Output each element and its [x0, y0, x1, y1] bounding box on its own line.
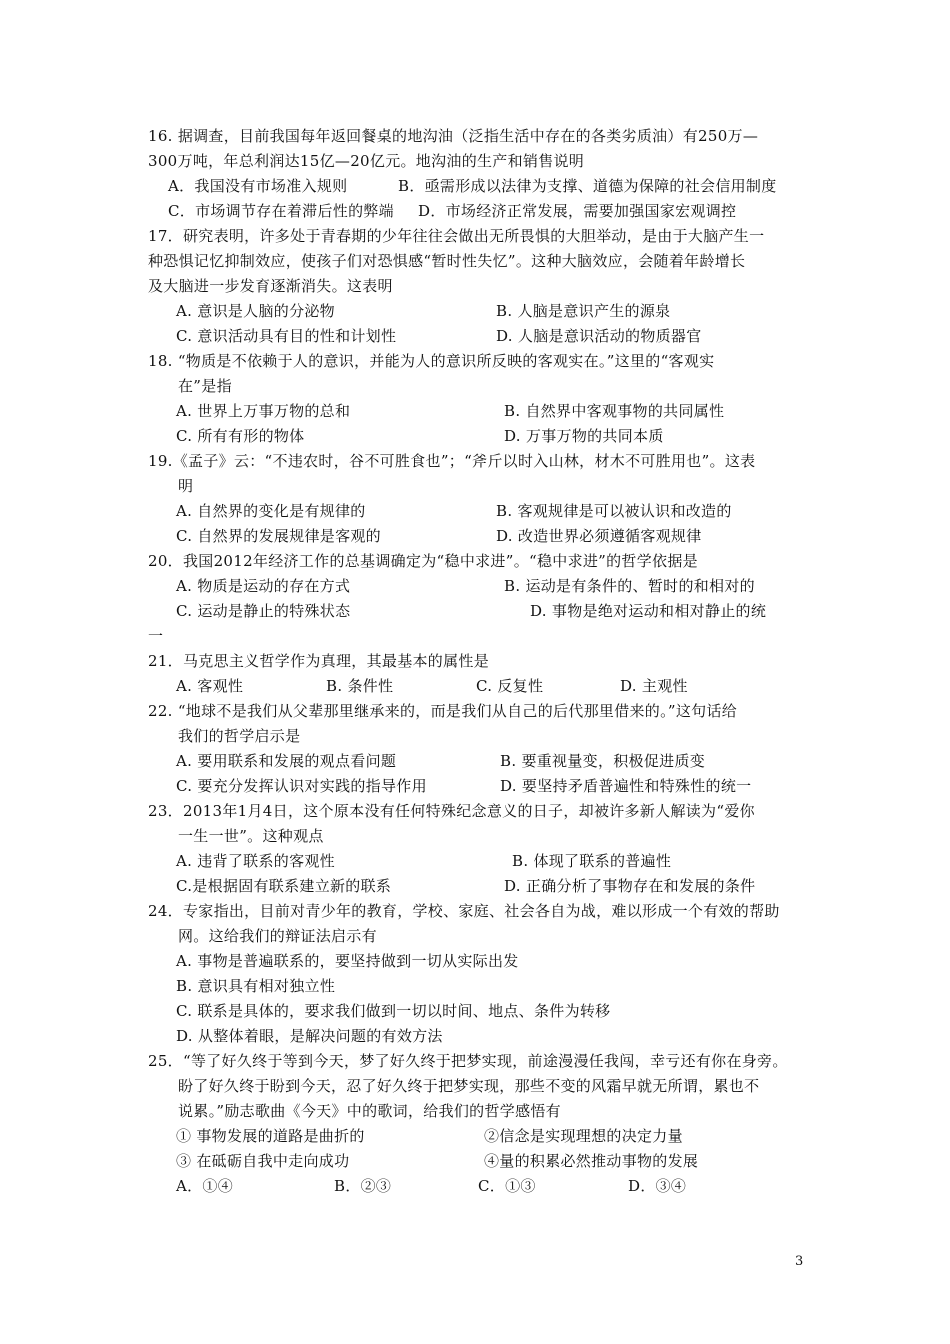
q23-option-b: B. 体现了联系的普遍性: [512, 852, 672, 870]
q20-option-d-wrap: 一: [148, 627, 164, 645]
q24-option-d: D. 从整体着眼，是解决问题的有效方法: [176, 1027, 443, 1045]
q21-option-b: B. 条件性: [326, 677, 394, 695]
q20-option-d: D. 事物是绝对运动和相对静止的统: [530, 602, 767, 620]
q18-stem-2: 在”是指: [178, 377, 232, 395]
q23-option-c: C.是根据固有联系建立新的联系: [176, 877, 392, 895]
q18-option-b: B. 自然界中客观事物的共同属性: [504, 402, 725, 420]
q20-option-b: B. 运动是有条件的、暂时的和相对的: [504, 577, 755, 595]
q25-option-b: B．②③: [334, 1177, 392, 1195]
q16-option-b: B．亟需形成以法律为支撑、道德为保障的社会信用制度: [398, 177, 777, 195]
q23-option-a: A. 违背了联系的客观性: [176, 852, 335, 870]
q25-stem-1: 25．“等了好久终于等到今天，梦了好久终于把梦实现，前途漫漫任我闯，幸亏还有你在身旁。: [148, 1052, 788, 1070]
q18-option-c: C. 所有有形的物体: [176, 427, 305, 445]
q25-item-2: ②信念是实现理想的决定力量: [484, 1127, 683, 1145]
q16-stem-2: 300万吨，年总利润达15亿—20亿元。地沟油的生产和销售说明: [148, 152, 585, 170]
q19-option-c: C. 自然界的发展规律是客观的: [176, 527, 381, 545]
q18-option-a: A. 世界上万事万物的总和: [176, 402, 351, 420]
q17-option-b: B. 人脑是意识产生的源泉: [496, 302, 671, 320]
q23-stem-1: 23．2013年1月4日，这个原本没有任何特殊纪念意义的日子，却被许多新人解读为“爱你: [148, 802, 755, 820]
q21-option-a: A. 客观性: [176, 677, 244, 695]
q17-option-d: D. 人脑是意识活动的物质器官: [496, 327, 702, 345]
q17-option-c: C. 意识活动具有目的性和计划性: [176, 327, 397, 345]
page-number: 3: [795, 1254, 804, 1269]
q25-option-c: C．①③: [478, 1177, 536, 1195]
q22-option-c: C. 要充分发挥认识对实践的指导作用: [176, 777, 427, 795]
q20-stem-1: 20．我国2012年经济工作的总基调确定为“稳中求进”。“稳中求进”的哲学依据是: [148, 552, 698, 570]
q21-option-d: D. 主观性: [620, 677, 688, 695]
q22-option-d: D. 要坚持矛盾普遍性和特殊性的统一: [500, 777, 752, 795]
q25-stem-2: 盼了好久终于盼到今天，忍了好久终于把梦实现，那些不变的风霜早就无所谓，累也不: [178, 1077, 760, 1095]
q24-option-c: C. 联系是具体的，要求我们做到一切以时间、地点、条件为转移: [176, 1002, 611, 1020]
q22-stem-1: 22. “地球不是我们从父辈那里继承来的，而是我们从自己的后代那里借来的。”这句话给: [148, 702, 738, 720]
q17-stem-2: 种恐惧记忆抑制效应，使孩子们对恐惧感“暂时性失忆”。这种大脑效应，会随着年龄增长: [148, 252, 746, 270]
q17-stem-1: 17．研究表明，许多处于青春期的少年往往会做出无所畏惧的大胆举动，是由于大脑产生一: [148, 227, 765, 245]
q16-option-c: C．市场调节存在着滞后性的弊端: [168, 202, 394, 220]
q25-option-a: A．①④: [176, 1177, 234, 1195]
q18-stem-1: 18. “物质是不依赖于人的意识，并能为人的意识所反映的客观实在。”这里的“客观实: [148, 352, 715, 370]
q25-option-d: D．③④: [628, 1177, 687, 1195]
q17-option-a: A. 意识是人脑的分泌物: [176, 302, 335, 320]
q23-stem-2: 一生一世”。这种观点: [178, 827, 324, 845]
q17-stem-3: 及大脑进一步发育逐渐消失。这表明: [148, 277, 393, 295]
q24-option-b: B. 意识具有相对独立性: [176, 977, 336, 995]
q18-option-d: D. 万事万物的共同本质: [504, 427, 664, 445]
q20-option-c: C. 运动是静止的特殊状态: [176, 602, 351, 620]
q16-option-d: D．市场经济正常发展，需要加强国家宏观调控: [418, 202, 737, 220]
q25-stem-3: 说累。”励志歌曲《今天》中的歌词，给我们的哲学感悟有: [178, 1102, 561, 1120]
q19-stem-1: 19.《孟子》云：“不违农时，谷不可胜食也”；“斧斤以时入山林，材木不可胜用也”。这表: [148, 452, 756, 470]
q19-option-d: D. 改造世界必须遵循客观规律: [496, 527, 702, 545]
q19-option-b: B. 客观规律是可以被认识和改造的: [496, 502, 732, 520]
q16-stem-1: 16. 据调查，目前我国每年返回餐桌的地沟油（泛指生活中存在的各类劣质油）有250万—: [148, 127, 759, 145]
q25-item-1: ① 事物发展的道路是曲折的: [176, 1127, 365, 1145]
q24-option-a: A. 事物是普遍联系的，要坚持做到一切从实际出发: [176, 952, 519, 970]
q22-stem-2: 我们的哲学启示是: [178, 727, 301, 745]
q25-item-4: ④量的积累必然推动事物的发展: [484, 1152, 699, 1170]
q24-stem-1: 24．专家指出，目前对青少年的教育，学校、家庭、社会各自为战，难以形成一个有效的帮助: [148, 902, 780, 920]
q21-option-c: C. 反复性: [476, 677, 544, 695]
q21-stem-1: 21．马克思主义哲学作为真理，其最基本的属性是: [148, 652, 489, 670]
q23-option-d: D. 正确分析了事物存在和发展的条件: [504, 877, 756, 895]
q24-stem-2: 网。这给我们的辩证法启示有: [178, 927, 377, 945]
q22-option-b: B. 要重视量变，积极促进质变: [500, 752, 706, 770]
q20-option-a: A. 物质是运动的存在方式: [176, 577, 351, 595]
q19-stem-2: 明: [178, 477, 194, 495]
q25-item-3: ③ 在砥砺自我中走向成功: [176, 1152, 350, 1170]
q19-option-a: A. 自然界的变化是有规律的: [176, 502, 366, 520]
q16-option-a: A．我国没有市场准入规则: [168, 177, 348, 195]
q22-option-a: A. 要用联系和发展的观点看问题: [176, 752, 397, 770]
